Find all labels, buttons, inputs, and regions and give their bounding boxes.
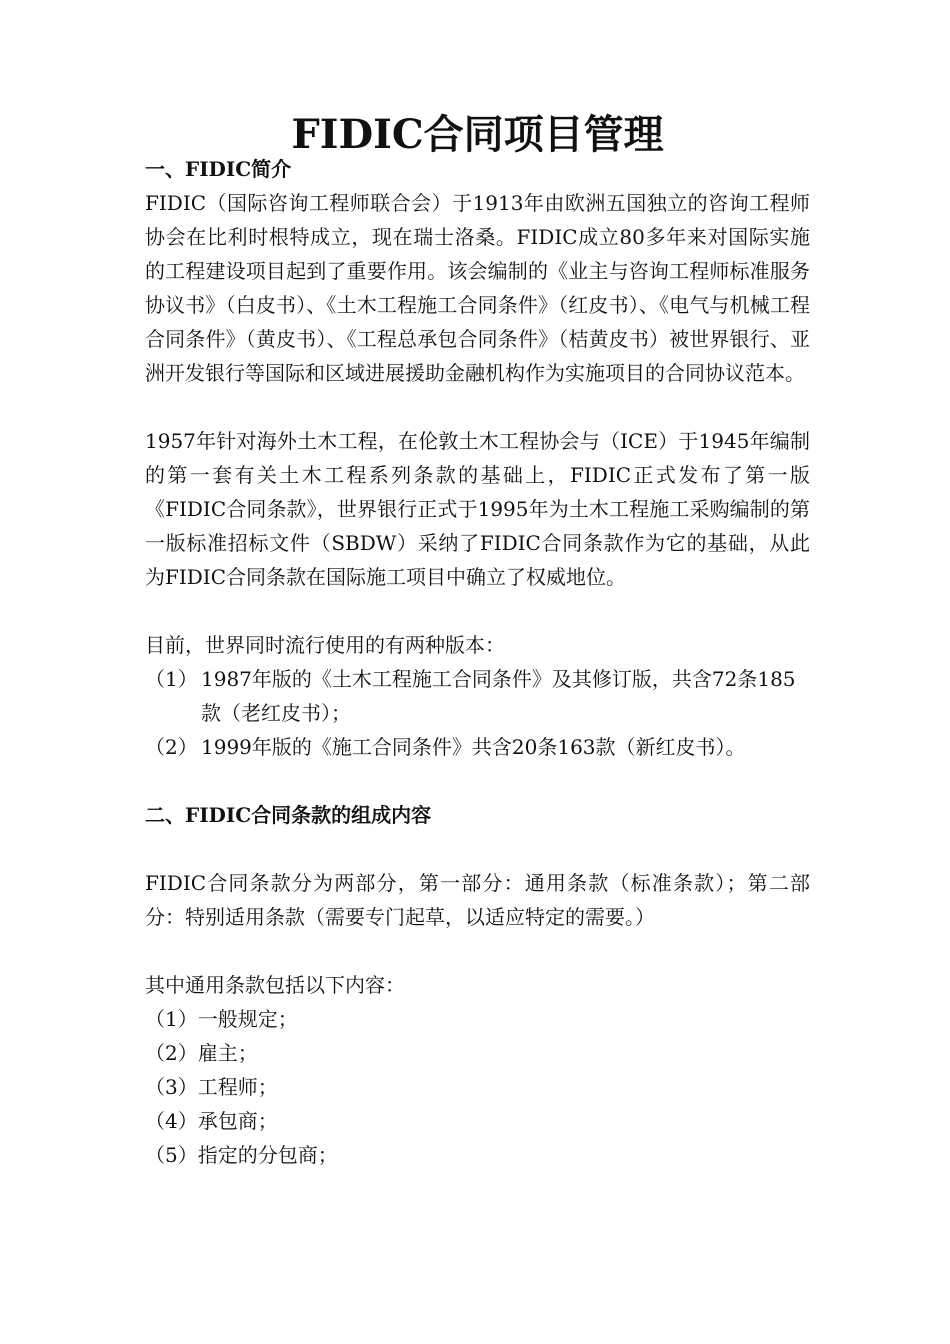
general-clause-item: （4）承包商；: [145, 1109, 278, 1133]
version-list-item: [145, 662, 810, 730]
general-clauses-intro: 其中通用条款包括以下内容：: [145, 973, 405, 997]
version-list-item: [145, 730, 810, 764]
section1-paragraph-2: 1957年针对海外土木工程，在伦敦土木工程协会与（ICE）于1945年编制的第一套有关土木工程系列条款的基础上，FIDIC正式发布了第一版《FIDIC合同条款》，世界银行正式于1995年为土木工程施工采购编制的第一版标准招标文件（SBDW）采纳了FIDIC合同条款作为它的基础，从此为FIDIC合同条款在国际施工项目中确立了权威地位。: [145, 429, 810, 589]
paragraph-gap: [145, 390, 810, 424]
section2-heading: 二、FIDIC合同条款的组成内容: [145, 803, 432, 827]
paragraph-gap: [145, 832, 810, 866]
document-title: FIDIC合同项目管理: [291, 111, 664, 158]
general-clause-item: （3）工程师；: [145, 1075, 278, 1099]
version-number: （1）: [145, 667, 198, 691]
general-clause-item: （1）一般规定；: [145, 1007, 298, 1031]
version-number: （2）: [145, 735, 198, 759]
paragraph-gap: [145, 764, 810, 798]
versions-intro: 目前，世界同时流行使用的有两种版本：: [145, 633, 505, 657]
section1-paragraph-1: FIDIC（国际咨询工程师联合会）于1913年由欧洲五国独立的咨询工程师协会在比利时根特成立，现在瑞士洛桑。FIDIC成立80多年来对国际实施的工程建设项目起到了重要作用。该会编制的《业主与咨询工程师标准服务协议书》（白皮书）、《土木工程施工合同条件》（红皮书）、《电气与机械工程合同条件》（黄皮书）、《工程总承包合同条件》（桔黄皮书）被世界银行、亚洲开发银行等国际和区域进展援助金融机构作为实施项目的合同协议范本。: [145, 191, 810, 385]
section1-heading: 一、FIDIC简介: [145, 157, 292, 181]
paragraph-gap: [145, 934, 810, 968]
version-text: 1999年版的《施工合同条件》共含20条163款（新红皮书）。: [201, 735, 746, 759]
section2-paragraph-1: FIDIC合同条款分为两部分，第一部分：通用条款（标准条款）；第二部分：特别适用条款（需要专门起草，以适应特定的需要。）: [145, 871, 810, 929]
paragraph-gap: [145, 594, 810, 628]
document-page: [145, 111, 810, 1172]
version-text: 1987年版的《土木工程施工合同条件》及其修订版，共含72条185款（老红皮书）；: [201, 667, 796, 725]
general-clause-item: （5）指定的分包商；: [145, 1143, 338, 1167]
general-clause-item: （2）雇主；: [145, 1041, 258, 1065]
